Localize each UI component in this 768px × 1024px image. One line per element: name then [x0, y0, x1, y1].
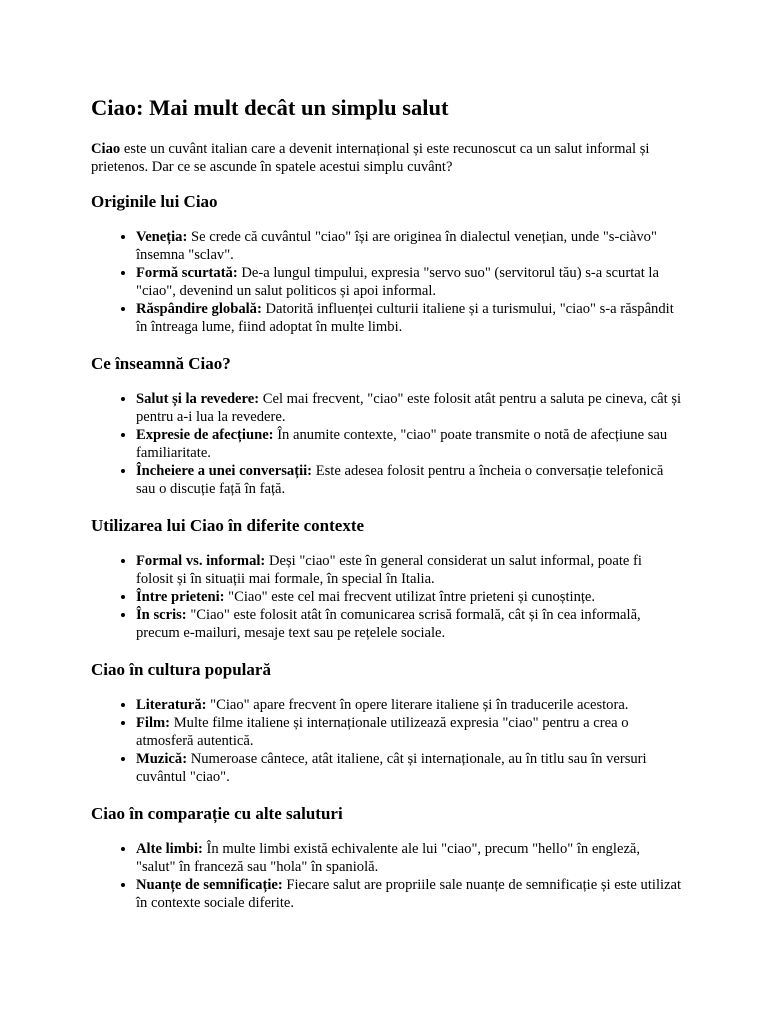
list-item-term: Nuanțe de semnificație: — [136, 877, 283, 893]
list-item-text: În multe limbi există echivalente ale lui "ciao", precum "hello" în engleză, "salut" în franceză sau "hola" în spaniolă. — [136, 841, 641, 875]
list-item-text: Se crede că cuvântul "ciao" își are originea în dialectul venețian, unde "s-ciàvo" însemna "sclav". — [136, 229, 657, 263]
section-list-origins — [91, 228, 682, 336]
list-item — [136, 390, 682, 426]
list-item-text: În anumite contexte, "ciao" poate transmite o notă de afecțiune sau familiaritate. — [136, 427, 668, 461]
list-item-text: "Ciao" este folosit atât în comunicarea scrisă formală, cât și în cea informală, precum e-mailuri, mesaje text sau pe rețelele sociale. — [136, 607, 641, 641]
list-item — [136, 876, 682, 912]
list-item-term: Alte limbi: — [136, 841, 203, 857]
intro-paragraph — [91, 140, 682, 176]
list-item — [136, 840, 682, 876]
list-item — [136, 588, 682, 606]
list-item — [136, 714, 682, 750]
intro-lead: Ciao — [91, 141, 121, 157]
section-list-comparison — [91, 840, 682, 912]
section-heading-contexts: Utilizarea lui Ciao în diferite contexte — [91, 516, 365, 535]
list-item-text: De-a lungul timpului, expresia "servo suo" (servitorul tău) s-a scurtat la "ciao", devenind un salut politicos și apoi informal. — [136, 265, 659, 299]
list-item-term: Încheiere a unei conversații: — [136, 463, 313, 479]
section-heading-comparison: Ciao în comparație cu alte saluturi — [91, 804, 343, 823]
list-item-term: Formă scurtată: — [136, 265, 238, 281]
section-list-pop-culture — [91, 696, 682, 786]
list-item — [136, 552, 682, 588]
list-item-text: "Ciao" este cel mai frecvent utilizat între prieteni și cunoștințe. — [224, 589, 596, 605]
list-item — [136, 750, 682, 786]
list-item — [136, 696, 682, 714]
list-item-term: Răspândire globală: — [136, 301, 262, 317]
list-item-term: Formal vs. informal: — [136, 553, 266, 569]
list-item-term: Între prieteni: — [136, 589, 225, 605]
section-heading-meaning: Ce înseamnă Ciao? — [91, 354, 231, 373]
intro-text: este un cuvânt italian care a devenit internațional și este recunoscut ca un salut informal și prietenos. Dar ce se ascunde în spatele acestui simplu cuvânt? — [91, 141, 650, 175]
list-item — [136, 300, 682, 336]
list-item-term: Salut și la revedere: — [136, 391, 260, 407]
list-item-text: Numeroase cântece, atât italiene, cât și internaționale, au în titlu sau în versuri cuvântul "ciao". — [136, 751, 647, 785]
list-item-term: Film: — [136, 715, 171, 731]
section-list-contexts — [91, 552, 682, 642]
list-item-text: Cel mai frecvent, "ciao" este folosit atât pentru a saluta pe cineva, cât și pentru a-i lua la revedere. — [136, 391, 682, 425]
list-item-term: Expresie de afecțiune: — [136, 427, 274, 443]
list-item-text: Multe filme italiene și internaționale utilizează expresia "ciao" pentru a crea o atmosferă autentică. — [136, 715, 629, 749]
list-item-term: Literatură: — [136, 697, 207, 713]
list-item — [136, 264, 682, 300]
list-item — [136, 462, 682, 498]
list-item — [136, 606, 682, 642]
section-heading-origins: Originile lui Ciao — [91, 192, 218, 211]
list-item — [136, 228, 682, 264]
list-item-text: Fiecare salut are propriile sale nuanțe de semnificație și este utilizat în contexte sociale diferite. — [136, 877, 682, 911]
list-item-text: "Ciao" apare frecvent în opere literare italiene și în traducerile acestora. — [206, 697, 629, 713]
list-item-text: Deși "ciao" este în general considerat un salut informal, poate fi folosit și în situații mai formale, în special în Italia. — [136, 553, 642, 587]
list-item-term: Veneția: — [136, 229, 188, 245]
list-item-term: În scris: — [136, 607, 187, 623]
page-title: Ciao: Mai mult decât un simplu salut — [91, 95, 449, 120]
section-heading-pop-culture: Ciao în cultura populară — [91, 660, 271, 679]
list-item-term: Muzică: — [136, 751, 188, 767]
list-item-text: Datorită influenței culturii italiene și a turismului, "ciao" s-a răspândit în întreaga lume, fiind adoptat în multe limbi. — [136, 301, 674, 335]
list-item-text: Este adesea folosit pentru a încheia o conversație telefonică sau o discuție față în față. — [136, 463, 664, 497]
list-item — [136, 426, 682, 462]
section-list-meaning — [91, 390, 682, 498]
